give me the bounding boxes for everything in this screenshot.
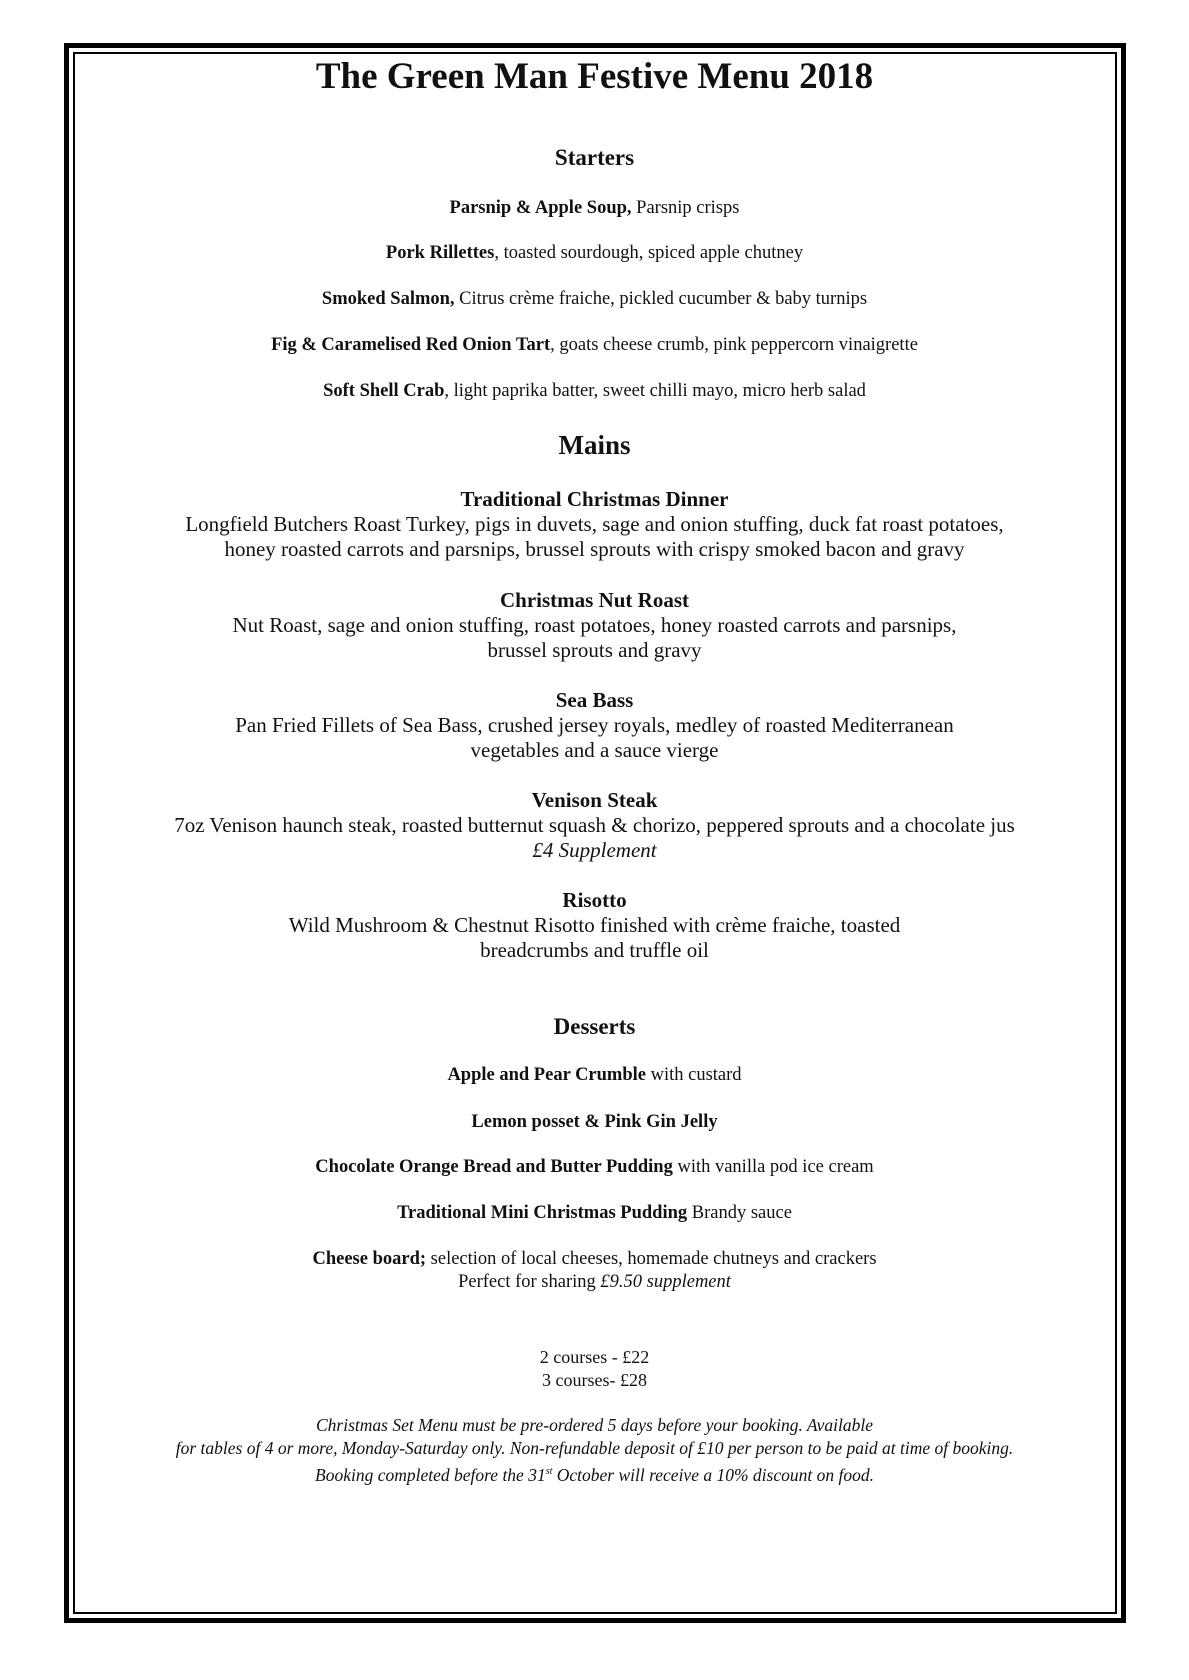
desserts-heading: Desserts — [553, 1014, 636, 1039]
starter-desc: , light paprika batter, sweet chilli mayo, micro herb salad — [444, 381, 866, 401]
starter-item — [0, 198, 1189, 219]
cheese-note-text: Perfect for sharing — [458, 1272, 601, 1292]
main-desc: Wild Mushroom & Chestnut Risotto finished with crème fraiche, toasted — [288, 913, 901, 937]
starter-item — [0, 289, 1189, 310]
main-name: Risotto — [562, 888, 627, 912]
dessert-name: Traditional Mini Christmas Pudding — [397, 1203, 688, 1223]
main-desc: Longfield Butchers Roast Turkey, pigs in duvets, sage and onion stuffing, duck fat roast potatoes, — [185, 512, 1004, 536]
main-desc: honey roasted carrots and parsnips, brussel sprouts with crispy smoked bacon and gravy — [224, 537, 965, 561]
price-three-courses: 3 courses- £28 — [542, 1370, 647, 1390]
starters-heading: Starters — [554, 145, 635, 170]
booking-note-line2: for tables of 4 or more, Monday-Saturday only. Non-refundable deposit of £10 per person to be paid at time of booking. — [175, 1438, 1014, 1458]
main-desc: vegetables and a sauce vierge — [470, 738, 719, 762]
main-name: Traditional Christmas Dinner — [460, 487, 729, 511]
main-name: Sea Bass — [555, 688, 634, 712]
starter-name: Parsnip & Apple Soup, — [449, 198, 632, 218]
dessert-name: Lemon posset & Pink Gin Jelly — [471, 1112, 718, 1132]
menu-title: The Green Man Festive Menu 2018 — [315, 56, 874, 97]
cheese-supplement: £9.50 supplement — [600, 1272, 731, 1292]
main-desc: Pan Fried Fillets of Sea Bass, crushed jersey royals, medley of roasted Mediterranean — [235, 713, 954, 737]
dessert-desc: selection of local cheeses, homemade chutneys and crackers — [426, 1249, 877, 1269]
main-name: Christmas Nut Roast — [500, 588, 689, 612]
dessert-name: Chocolate Orange Bread and Butter Pudding — [315, 1157, 673, 1177]
starter-desc: Parsnip crisps — [631, 198, 740, 218]
starter-item — [0, 381, 1189, 402]
main-desc: Nut Roast, sage and onion stuffing, roast potatoes, honey roasted carrots and parsnips, — [232, 613, 957, 637]
dessert-item — [0, 1203, 1189, 1224]
main-supplement: £4 Supplement — [532, 838, 657, 862]
dessert-desc: with custard — [645, 1065, 742, 1085]
main-desc: 7oz Venison haunch steak, roasted butternut squash & chorizo, peppered sprouts and a chocolate jus — [174, 813, 1015, 837]
dessert-item — [0, 1065, 1189, 1086]
starter-name: Pork Rillettes — [385, 243, 495, 263]
main-name: Venison Steak — [531, 788, 658, 812]
price-two-courses: 2 courses - £22 — [539, 1347, 650, 1367]
dessert-item — [0, 1249, 1189, 1270]
starter-desc: Citrus crème fraiche, pickled cucumber & baby turnips — [454, 289, 868, 309]
booking-note-text: Booking completed before the 31 — [315, 1464, 546, 1485]
starter-item — [0, 335, 1189, 356]
booking-note-line3 — [0, 1460, 1189, 1487]
booking-note-text: October will receive a 10% discount on food. — [552, 1464, 874, 1485]
mains-heading: Mains — [558, 430, 631, 460]
starter-item — [0, 243, 1189, 264]
dessert-desc: with vanilla pod ice cream — [672, 1157, 874, 1177]
dessert-item — [0, 1112, 1189, 1133]
dessert-desc: Brandy sauce — [687, 1203, 792, 1223]
cheese-note — [0, 1272, 1189, 1293]
booking-note-line1: Christmas Set Menu must be pre-ordered 5 days before your booking. Available — [315, 1415, 873, 1435]
ordinal-suffix: st — [545, 1466, 553, 1477]
starter-name: Soft Shell Crab — [323, 381, 445, 401]
starter-name: Fig & Caramelised Red Onion Tart — [271, 335, 551, 355]
starter-desc: , goats cheese crumb, pink peppercorn vinaigrette — [550, 335, 918, 355]
dessert-name: Cheese board; — [312, 1249, 427, 1269]
main-desc: brussel sprouts and gravy — [487, 638, 702, 662]
dessert-item — [0, 1157, 1189, 1178]
dessert-name: Apple and Pear Crumble — [447, 1065, 646, 1085]
starter-desc: , toasted sourdough, spiced apple chutney — [494, 243, 804, 263]
starter-name: Smoked Salmon, — [321, 289, 455, 309]
main-desc: breadcrumbs and truffle oil — [480, 938, 709, 962]
